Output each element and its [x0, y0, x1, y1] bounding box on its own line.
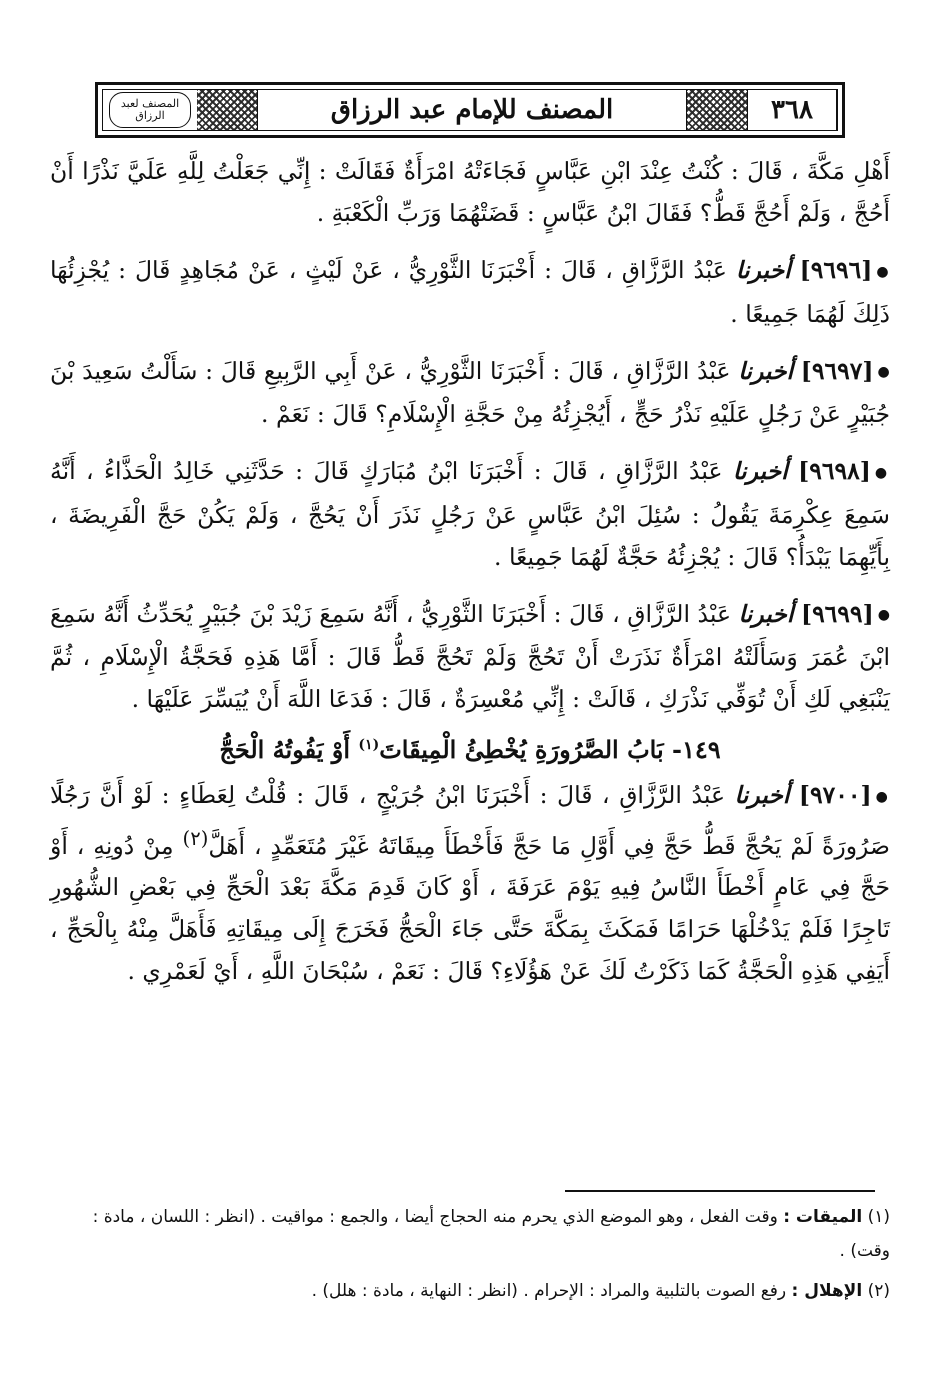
paragraph-text: عَبْدُ الرَّزَّاقِ ، قَالَ : أَخْبَرَنَا الثَّوْرِيُّ ، عَنْ أَبِي الرَّبِيعِ قَالَ : سَأَلْتُ سَعِيدَ بْنَ جُبَيْرٍ عَنْ رَجُلٍ عَلَيْهِ نَذْرُ حَجٍّ ، أَيُجْزِئُهُ مِنْ حَجَّةِ الْإِسْلَامِ؟ قَالَ : نَعَمْ . [50, 356, 890, 428]
footnote-ref[interactable]: (١) [358, 737, 380, 753]
hadith-number: [٩٦٩٧] [800, 356, 874, 385]
footnote-term: الميقات : [783, 1207, 863, 1227]
page-header [95, 82, 845, 138]
paragraph-text: أَهْلِ مَكَّةَ ، قَالَ : كُنْتُ عِنْدَ ابْنِ عَبَّاسٍ فَجَاءَتْهُ امْرَأَةٌ فَقَالَتْ : إِنِّي جَعَلْتُ لِلَّهِ عَلَيَّ نَذْرًا أَنْ أَحُجَّ ، وَلَمْ أَحُجَّ قَطُّ؟ فَقَالَ ابْنُ عَبَّاسٍ : قَضَتْهُمَا وَرَبِّ الْكَعْبَةِ . [50, 157, 890, 227]
paragraph-text: عَبْدُ الرَّزَّاقِ ، قَالَ : أَخْبَرَنَا ابْنُ مُبَارَكٍ قَالَ : حَدَّثَنِي خَالِدُ الْحَذَّاءُ ، أَنَّهُ سَمِعَ عِكْرِمَةَ يَقُولُ : سُئِلَ ابْنُ عَبَّاسٍ عَنْ رَجُلٍ نَذَرَ أَنْ يَحُجَّ ، وَلَمْ يَكُنْ حَجَّ الْفَرِيضَةَ ، بِأَيِّهِمَا يَبْدَأُ؟ قَالَ : يُجْزِئُهُ حَجَّةٌ لَهُمَا جَمِيعًا . [50, 457, 890, 571]
paragraph-text: عَبْدُ الرَّزَّاقِ ، قَالَ : أَخْبَرَنَا ابْنُ جُرَيْجٍ ، قَالَ : قُلْتُ لِعَطَاءٍ : لَوْ أَنَّ رَجُلًا صَرُورَةً لَمْ يَحُجَّ قَطُّ حَجَّ فِي أَوَّلِ مَا حَجَّ فَأَخْطَأَ مِيقَاتَهُ غَيْرَ مُتَعَمِّدٍ ، أَهَلَّ [50, 781, 890, 860]
bullet-icon: ● [877, 364, 890, 380]
hadith-number: [٩٦٩٨] [798, 457, 871, 485]
footnotes [50, 1200, 890, 1314]
book-emblem-icon: المصنف لعبد الرزاق [109, 92, 191, 128]
header-frame [102, 89, 838, 131]
hadith-number: [٩٧٠٠] [798, 781, 872, 809]
paragraph-text: عَبْدُ الرَّزَّاقِ ، قَالَ : أَخْبَرَنَا الثَّوْرِيُّ ، أَنَّهُ سَمِعَ زَيْدَ بْنَ جُبَيْرٍ يُحَدِّثُ أَنَّهُ سَمِعَ ابْنَ عُمَرَ وَسَأَلَتْهُ امْرَأَةٌ نَذَرَتْ أَنْ تَحُجَّ وَلَمْ تَحُجَّ قَطُّ قَالَ : أَمَّا هَذِهِ فَحَجَّةُ الْإِسْلَامِ ، ثُمَّ يَنْبَغِي لَكِ أَنْ تُوَفِّي نَذْرَكِ ، قَالَتْ : إِنِّي مُعْسِرَةٌ ، قَالَ : فَدَعَا اللَّهَ أَنْ يُيَسِّرَ عَلَيْهَا . [50, 599, 890, 713]
hadith-number: [٩٦٩٦] [799, 256, 873, 284]
footnote-ref[interactable]: (٢) [182, 826, 209, 850]
paragraph-text-continued: مِنْ دُونِهِ ، أَوْ حَجَّ فِي عَامٍ أَخْطَأَ النَّاسُ فِيهِ يَوْمَ عَرَفَةَ ، أَوْ كَانَ قَدِمَ مَكَّةَ بَعْدَ الْحَجِّ فِي بَعْضِ الشُّهُورِ تَاجِرًا فَلَمْ يَدْخُلْهَا حَرَامًا فَمَكَثَ بِمَكَّةَ حَتَّى جَاءَ الْحَجُّ فَخَرَجَ إِلَى مِيقَاتِهِ فَأَهَلَّ مِنْهُ بِالْحَجِّ ، أَيَفِي هَذِهِ الْحَجَّةُ كَمَا ذَكَرْتُ لَكَ عَنْ هَؤُلَاءِ؟ قَالَ : نَعَمْ ، سُبْحَانَ اللَّهِ ، أَيْ لَعَمْرِي . [50, 831, 890, 986]
footnote-marker: (١) [867, 1207, 890, 1227]
footnote-divider [565, 1190, 875, 1192]
ornament-left-icon [197, 90, 257, 130]
bullet-icon: ● [876, 263, 890, 280]
akhbarana-label: أخبرنا [732, 457, 788, 485]
hadith-paragraph [50, 774, 890, 992]
footnote-text: وقت الفعل ، وهو الموضع الذي يحرم منه الحجاج أيضا ، والجمع : مواقيت . (انظر : اللسان ، مادة : وقت) . [92, 1207, 890, 1261]
running-title: المصنف للإمام عبد الرزاق [257, 90, 687, 130]
footnote-marker: (٢) [867, 1281, 890, 1301]
akhbarana-label: أخبرنا [734, 781, 790, 809]
paragraph-text: عَبْدُ الرَّزَّاقِ ، قَالَ : أَخْبَرَنَا الثَّوْرِيُّ ، عَنْ لَيْثٍ ، عَنْ مُجَاهِدٍ قَالَ : يُجْزِئُهَا ذَلِكَ لَهُمَا جَمِيعًا . [50, 256, 890, 328]
chapter-heading [50, 735, 890, 764]
akhbarana-label: أخبرنا [738, 356, 794, 385]
footnote-term: الإهلال : [791, 1281, 863, 1301]
bullet-icon: ● [877, 607, 890, 623]
bullet-icon: ● [874, 464, 890, 481]
footnote [50, 1200, 890, 1268]
page-number: ٣٦٨ [747, 90, 837, 130]
hadith-paragraph [50, 249, 890, 335]
chapter-title: ١٤٩- بَابُ الصَّرُورَةِ يُخْطِئُ الْمِيقَاتَ [379, 735, 721, 764]
chapter-title-end: أَوْ يَفُوتُهُ الْحَجُّ [219, 735, 351, 764]
hadith-paragraph [50, 593, 890, 721]
hadith-paragraph [50, 350, 890, 436]
akhbarana-label: أخبرنا [738, 599, 794, 628]
footnote-text: رفع الصوت بالتلبية والمراد : الإحرام . (انظر : النهاية ، مادة : هلل) . [311, 1281, 787, 1301]
akhbarana-label: أخبرنا [735, 256, 791, 284]
paragraph [50, 150, 890, 234]
ornament-right-icon [687, 90, 747, 130]
bullet-icon: ● [875, 788, 890, 805]
footnote [50, 1274, 890, 1308]
main-text [50, 150, 890, 1007]
hadith-paragraph [50, 450, 890, 578]
hadith-number: [٩٦٩٩] [800, 599, 874, 628]
